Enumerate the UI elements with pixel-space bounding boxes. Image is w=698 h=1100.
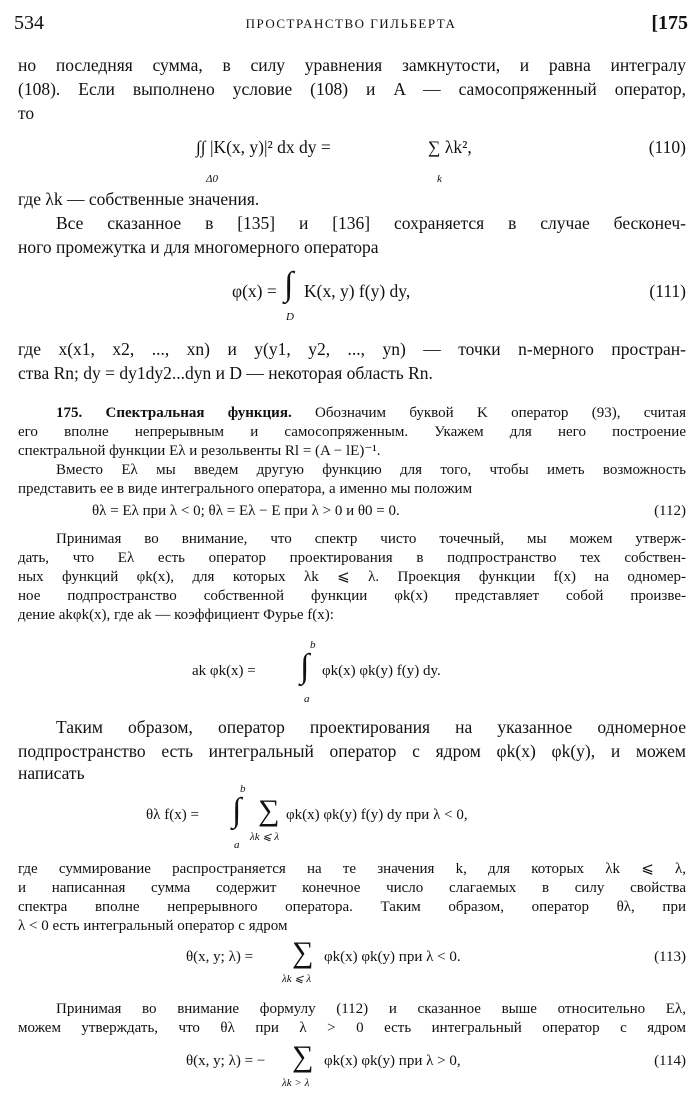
running-title: ПРОСТРАНСТВО ГИЛЬБЕРТА [245,16,457,31]
integral-domain: D [286,311,294,323]
text-line: ного промежутка и для многомерного оператора [18,237,379,257]
equation-rhs: ∑ λk², [428,137,472,157]
text-line: написать [18,763,85,783]
text-line: λ < 0 есть интегральный оператор с ядром [18,918,288,934]
text-line: где λk — собственные значения. [18,189,260,209]
integral-sign: ∫ [284,266,294,303]
equation-lhs: θ(x, y; λ) = [186,949,254,965]
text-line: ства Rn; dy = dy1dy2...dyn и D — некоторая область Rn. [18,363,433,383]
equation-114 [0,1040,686,1094]
text-line: где суммирование распространяется на те значения k, для которых λk ⩽ λ, [18,861,686,877]
section-number: [175 [651,12,688,34]
equation-110 [0,122,686,185]
text-line: дать, что Eλ есть оператор проектирования в подпространство тех собствен- [18,550,686,566]
upper-limit: b [240,783,246,795]
equation-number: (113) [654,949,686,965]
equation-lhs: ak φk(x) = [192,663,256,679]
equation-number: (111) [649,281,686,301]
equation-fourier [0,634,686,706]
text-line: спектральной функции Eλ и резольвенты Rl = (A − lE)⁻¹. [18,443,381,459]
text-line: ное подпространство собственной функции φk(x) представляет собой произве- [18,588,686,604]
text-line: спектра вполне непрерывного оператора. Таким образом, оператор θλ, при [18,899,686,915]
equation-number: (110) [648,137,686,157]
integral-sign: ∫ [232,792,242,829]
text-line: Принимая во внимание формулу (112) и сказанное выше относительно Eλ, [56,1001,686,1017]
sum-sign: ∑ [258,794,280,827]
equation-projection [0,780,686,854]
text-line: Принимая во внимание, что спектр чисто точечный, мы можем утверж- [56,531,686,547]
equation-rhs: φk(x) φk(y) f(y) dy при λ < 0, [286,807,468,823]
sum-sign: ∑ [292,936,314,969]
lower-limit: a [304,693,310,705]
section-heading: 175. Спектральная функция. [56,405,292,421]
sum-index: k [437,173,442,185]
text-line: Вместо Eλ мы введем другую функцию для того, чтобы иметь возможность [56,462,686,478]
sum-index: λk ⩽ λ [282,973,312,985]
text-line: ных функций φk(x), для которых λk ⩽ λ. Проекция функции f(x) на одномер- [18,569,686,585]
text-line: но последняя сумма, в силу уравнения замкнутости, и равна интегралу [18,55,686,75]
integral-domain: Δ0 [206,173,218,185]
text-line: Все сказанное в [135] и [136] сохраняется в случае бесконеч- [56,213,686,233]
upper-limit: b [310,639,316,651]
text-line: можем утверждать, что θλ при λ > 0 есть интегральный оператор с ядром [18,1020,686,1036]
sum-index: λk ⩽ λ [250,831,280,843]
equation-rhs: φk(x) φk(y) при λ > 0, [324,1053,461,1069]
equation-rhs: K(x, y) f(y) dy, [304,281,411,301]
integral-sign: ∫ [300,648,310,685]
equation-113 [0,936,686,988]
text-line: подпространство есть интегральный оператор с ядром φk(x) φk(y), и можем [18,741,686,761]
equation-lhs: φ(x) = [232,281,277,301]
lower-limit: a [234,839,240,851]
page-number: 534 [14,12,44,34]
equation-lhs: θλ f(x) = [146,807,199,823]
sum-index: λk > λ [282,1077,310,1089]
text-line: Таким образом, оператор проектирования на указанное одномерное [56,717,686,737]
text-line: его вполне непрерывным и самосопряженным. Укажем для него построение [18,424,686,440]
equation-number: (112) [654,503,686,519]
sum-sign: ∑ [292,1040,314,1073]
running-header [14,12,688,40]
text-line: Обозначим буквой K оператор (93), считая [315,405,686,421]
text-line: (108). Если выполнено условие (108) и A — самосопряженный оператор, [18,79,686,99]
equation-number: (114) [654,1053,686,1069]
text-line: и написанная сумма содержит конечное число слагаемых в силу свойства [18,880,686,896]
equation-body: θλ = Eλ при λ < 0; θλ = Eλ − E при λ > 0 и θ0 = 0. [92,503,400,519]
section-first-line [56,404,686,422]
equation-112 [0,502,686,524]
equation-111 [0,266,686,324]
text-line: представить ее в виде интегрального оператора, а именно мы положим [18,481,473,497]
text-line: где x(x1, x2, ..., xn) и y(y1, y2, ..., yn) — точки n-мерного простран- [18,339,686,359]
equation-lhs: θ(x, y; λ) = − [186,1053,266,1069]
text-line: дение akφk(x), где ak — коэффициент Фурье f(x): [18,607,334,623]
equation-rhs: φk(x) φk(y) f(y) dy. [322,663,441,679]
equation-rhs: φk(x) φk(y) при λ < 0. [324,949,461,965]
equation-lhs: ∫∫ |K(x, y)|² dx dy = [196,137,331,157]
text-line: то [18,103,35,123]
